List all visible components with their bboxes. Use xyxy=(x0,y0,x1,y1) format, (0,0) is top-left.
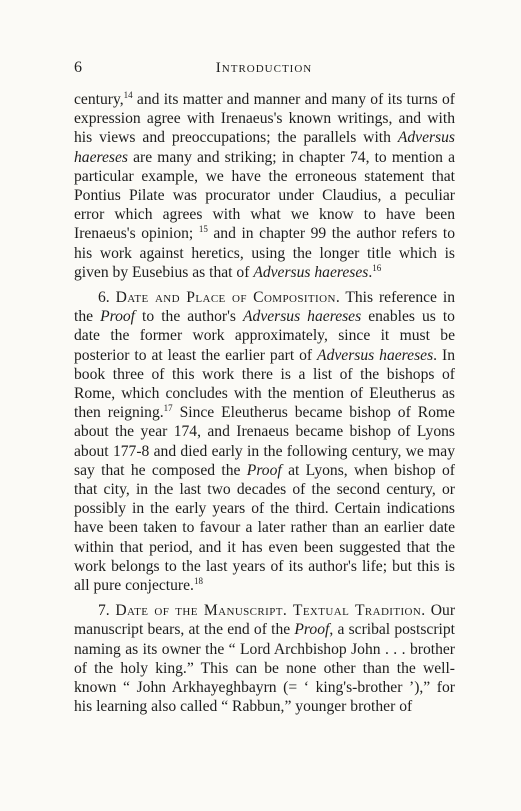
paragraph-date-of-manuscript xyxy=(74,601,455,716)
paragraph-date-and-place xyxy=(74,288,455,595)
text-run: . This reference in the xyxy=(74,289,455,326)
text-run: 7. xyxy=(98,602,116,620)
text-run: to the author's xyxy=(135,308,243,326)
footnote-ref: 16 xyxy=(372,262,382,273)
body-text xyxy=(74,90,455,717)
text-run: at Lyons, when bishop of that city, in the last two decades of the second century, or possibly in the early years of the third. Certain indications have been taken to favour a later rather than an earlier date within that period, and it has even been suggested that the work belongs to the last years of its author's life; but this is all pure conjecture. xyxy=(74,461,455,595)
paragraph-continuation xyxy=(74,90,455,282)
text-run: enables us to date the former work approximately, since it must be posterior to at least the earlier part of xyxy=(74,308,455,364)
italic-text: Adversus haereses xyxy=(317,346,434,364)
text-run: . In book three of this work there is a list of the bishops of Rome, which concludes with the mention of Eleutherus as then reigning. xyxy=(74,346,455,422)
page-number: 6 xyxy=(74,59,82,76)
footnote-ref: 14 xyxy=(123,90,133,100)
text-run: century, xyxy=(74,91,124,108)
text-run: . xyxy=(368,263,373,281)
footnote-ref: 17 xyxy=(163,403,173,414)
text-run: are many and striking; in chapter 74, to mention a particular example, we have the erroneous statement that Pontius Pilate was procurator under Claudius, a peculiar error which agrees with what we know to have been Irenaeus's opinion; xyxy=(74,148,455,243)
italic-text: Proof xyxy=(246,461,282,479)
italic-text: Adversus haereses xyxy=(243,308,362,326)
section-heading: Date of the Manuscript. Textual Tradition xyxy=(115,602,422,620)
running-title: Introduction xyxy=(215,60,313,76)
footnote-ref: 18 xyxy=(193,576,203,587)
italic-text: Proof xyxy=(100,308,136,326)
italic-text: Proof xyxy=(294,621,330,639)
text-run: and in chapter 99 the author refers to his work against heretics, using the longer title which is given by Eusebius as that of xyxy=(74,225,455,281)
footnote-ref: 15 xyxy=(198,224,208,235)
section-heading: Date and Place of Composition xyxy=(115,289,336,307)
italic-text: Adversus haereses xyxy=(74,129,455,166)
italic-text: Adversus haereses xyxy=(253,263,369,281)
text-run: 6. xyxy=(98,289,116,307)
text-run: and its matter and manner and many of its turns of expression agree with Irenaeus's known writings, and with his views and preoccupations; the parallels with xyxy=(74,91,455,147)
text-run: Since Eleutherus became bishop of Rome about the year 174, and Irenaeus became bishop of Lyons about 177-8 and died early in the following century, we may say that he composed the xyxy=(74,404,455,479)
text-run: . Our manuscript bears, at the end of the xyxy=(74,602,456,639)
text-run: , a scribal postscript naming as its owner the “ Lord Archbishop John . . . brother of the holy king.” This can be none other than the well-known “ John Arkhayeghbayrn (= ‘ king's-brother ’),” for his learning also called “ Rabbun,” younger brother of xyxy=(74,621,455,716)
page-header xyxy=(74,58,454,78)
